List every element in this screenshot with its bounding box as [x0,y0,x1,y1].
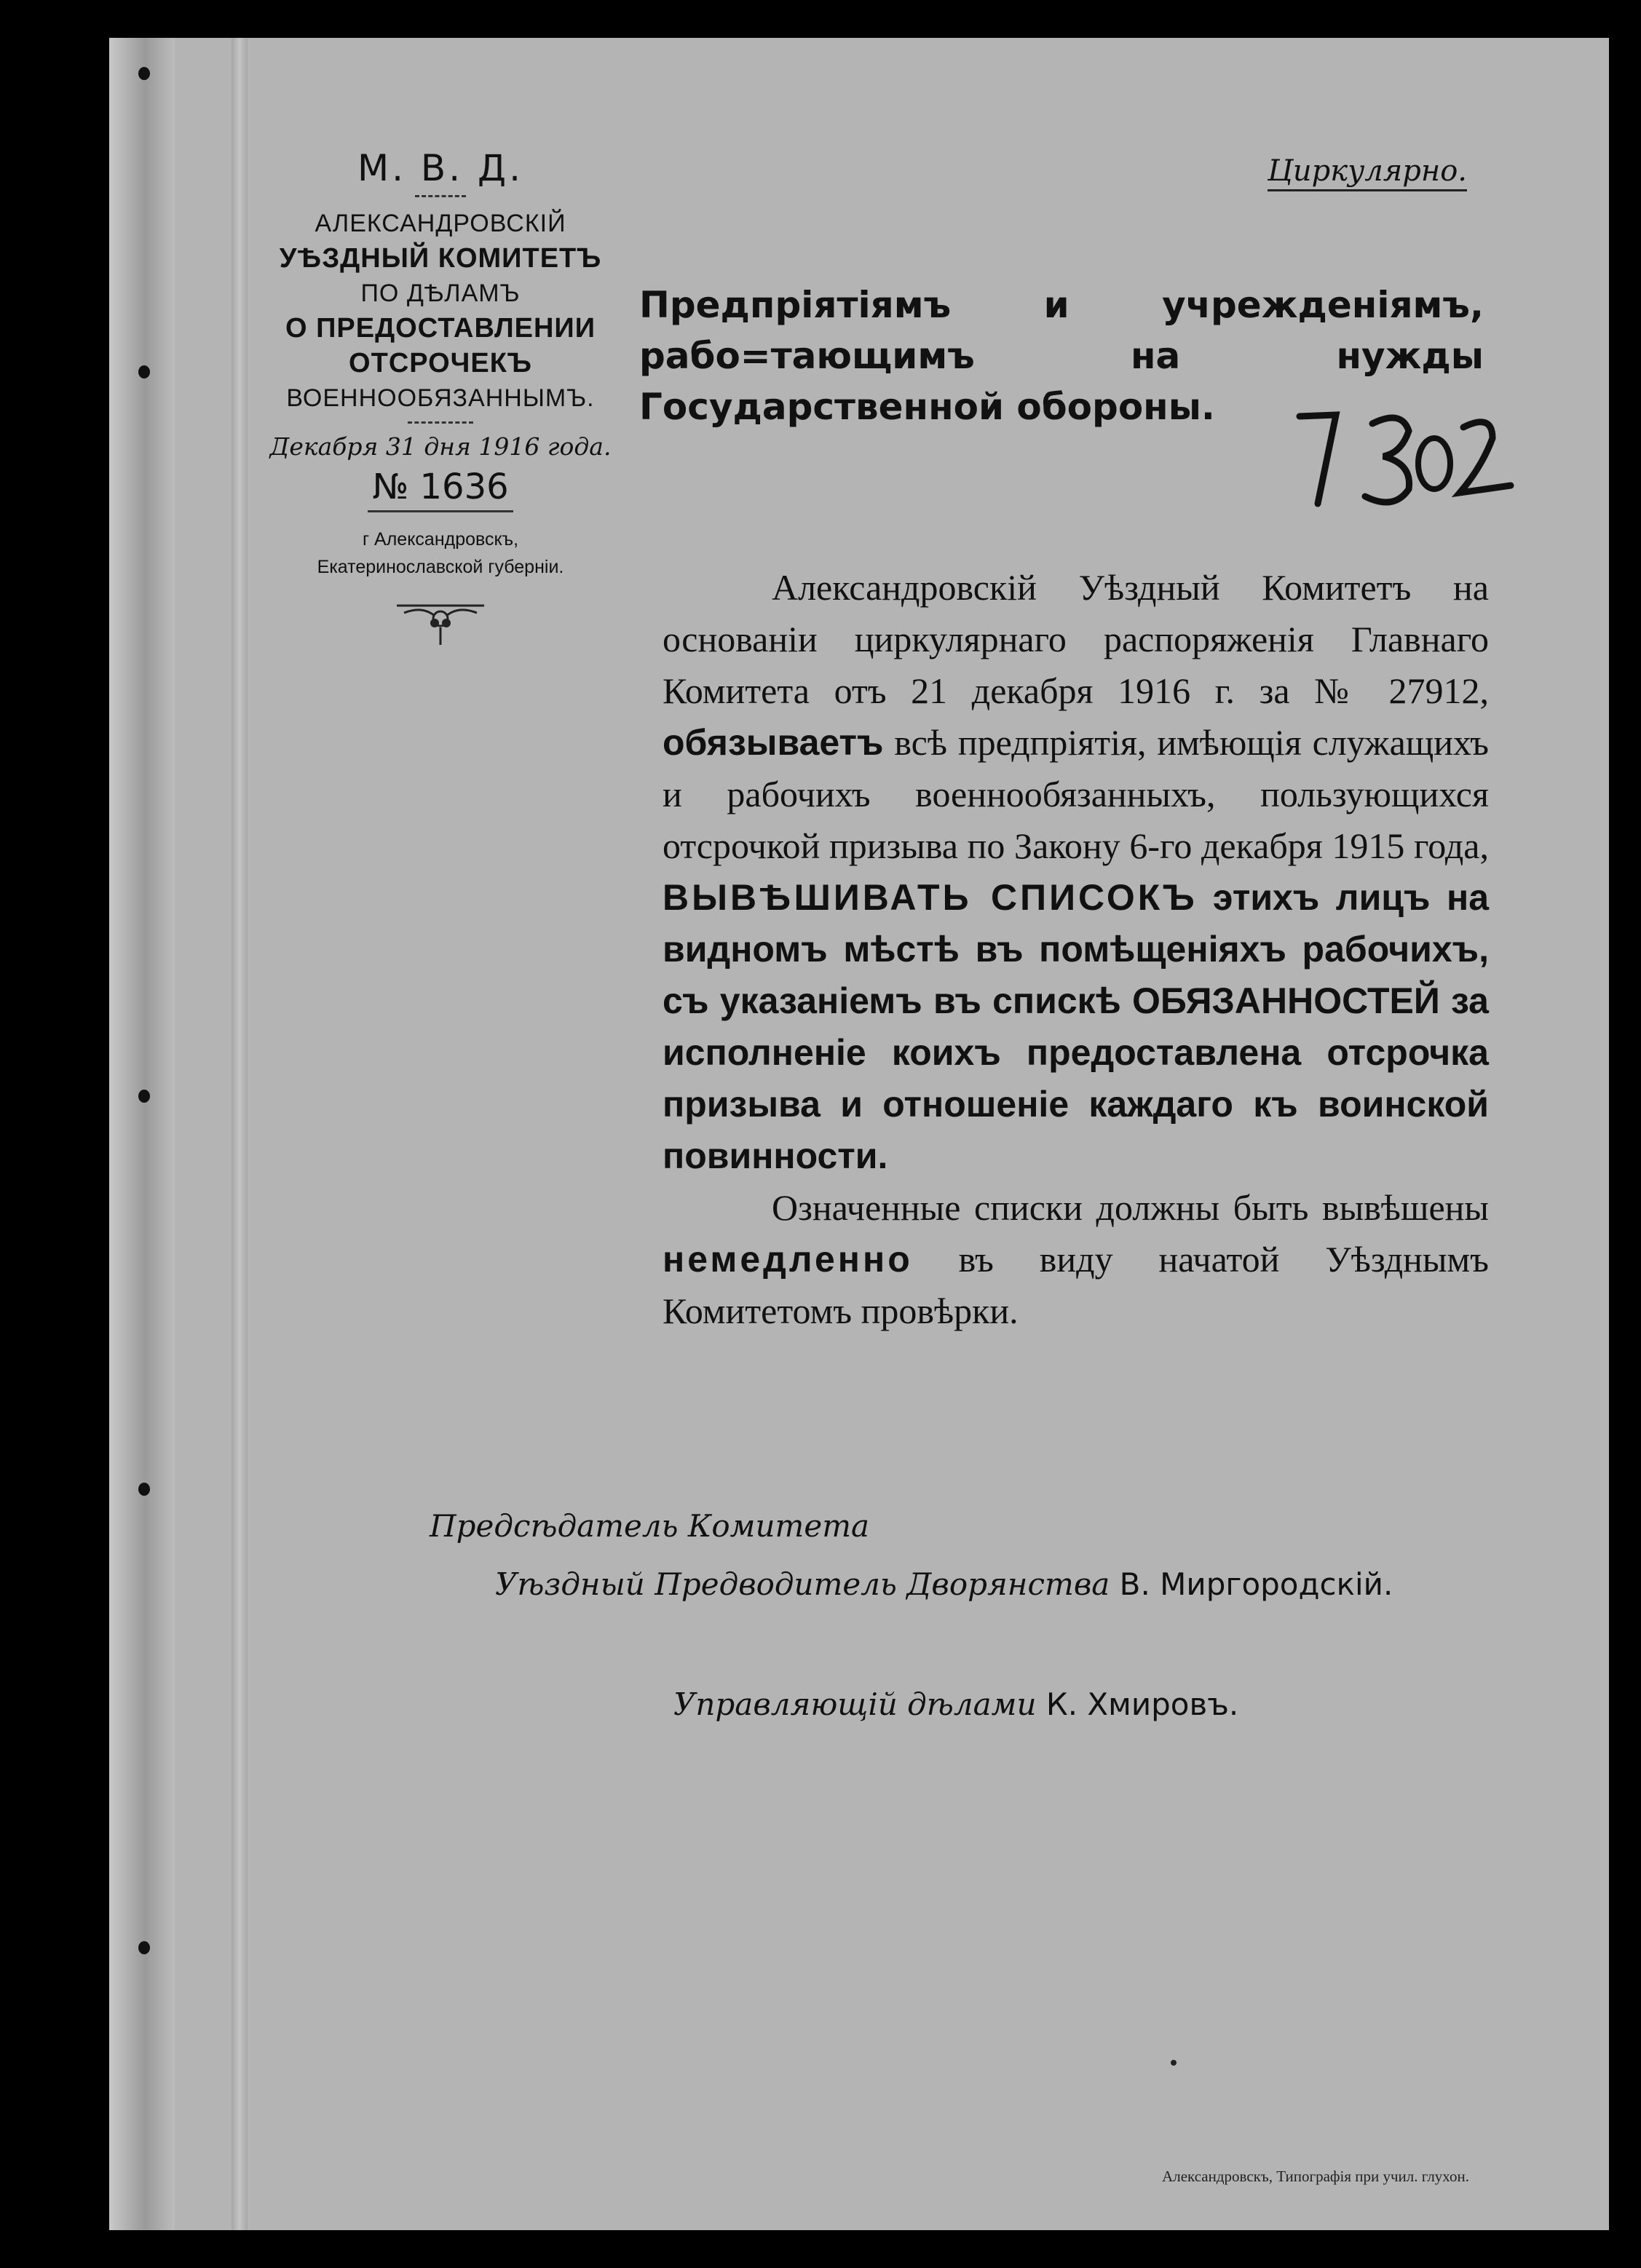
committee-line: УѢЗДНЫЙ КОМИТЕТЪ [279,243,602,274]
chair-signature [495,1566,1393,1602]
committee-line: АЛЕКСАНДРОВСКІЙ [315,210,566,237]
addressee-heading: Предпріятіямъ и учрежденіямъ, рабо=тающимъ на нужды Государственной обороны. [639,284,1484,428]
issuer-block [269,147,612,648]
printer-mark: Александровскъ, Типографія при учил. глухон. [1162,2168,1469,2185]
paper-fold [232,38,248,2230]
punch-hole [138,1941,150,1954]
obliges-emphasis: обязываетъ [663,722,884,763]
ministry-abbrev: М. В. Д. [357,147,523,189]
immediately-emphasis: немедленно [663,1239,913,1280]
ink-speck [1171,2060,1177,2066]
document-number: № 1636 [372,467,509,507]
manager-title: Управляющій дѣлами [673,1686,1037,1722]
circular-mark: Циркулярно. [1268,154,1467,191]
chair-title: Предсѣдатель Комитета [430,1508,870,1544]
paragraph [663,562,1489,1182]
place-line: г Александровскъ, [362,529,519,550]
issue-date: Декабря 31 дня 1916 года. [269,432,612,461]
ornament-icon [390,597,491,648]
manager-signature [673,1686,1238,1722]
handwritten-number [1285,394,1518,518]
bold-instructions: этихъ лицъ на видномъ мѣстѣ въ помѣщеніяхъ рабочихъ, съ указаніемъ въ спискѣ ОБЯЗАННОСТЕЙ за исполненіе коихъ предоставлена отсрочка призыва и отношеніе каждаго къ воинской повинности. [663,877,1489,1176]
place-line: Екатеринославской губерніи. [317,557,564,577]
chair-name: В. Миргородскій. [1119,1566,1393,1602]
manager-name: К. Хмировъ. [1045,1686,1239,1722]
punch-hole [138,1090,150,1103]
punch-hole [138,1483,150,1496]
divider [408,421,473,424]
document-page [109,38,1609,2230]
chair-role: Уѣздный Предводитель Дворянства [495,1566,1110,1602]
post-list-emphasis: ВЫВѢШИВАТЬ СПИСОКЪ [663,877,1198,918]
paragraph [663,1182,1489,1337]
committee-line: ПО ДѢЛАМЪ [360,279,521,307]
divider [368,510,513,512]
text-run: Означенные списки должны быть вывѣшены [772,1187,1489,1228]
committee-line: О ПРЕДОСТАВЛЕНИИ ОТСРОЧЕКЪ [285,313,596,378]
committee-line: ВОЕННООБЯЗАННЫМЪ. [286,384,595,412]
divider [415,195,466,197]
circular-body [663,562,1489,1337]
text-run: всѣ предпріятія, имѣющія служащихъ и рабочихъ военнообязанныхъ, пользующихся отсрочкой призыва по Закону 6-го декабря 1915 года, [663,722,1490,866]
punch-hole [138,67,150,80]
handwritten-number-icon [1285,394,1518,518]
punch-hole [138,365,150,378]
text-run: въ виду начатой Уѣзднымъ Комитетомъ провѣрки. [663,1239,1489,1331]
text-run: Александровскій Уѣздный Комитетъ на основаніи циркулярнаго распоряженія Главнаго Комитета отъ 21 декабря 1916 г. за № 27912, [663,567,1489,711]
